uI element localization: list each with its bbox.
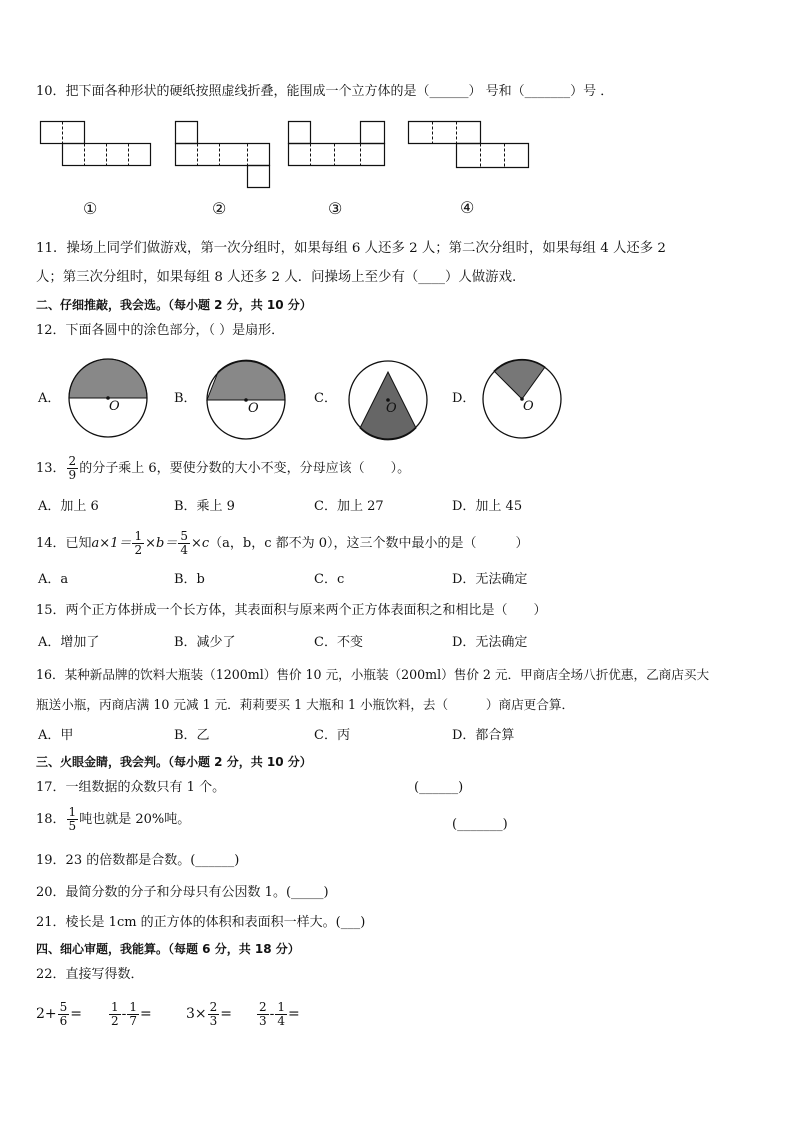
q22-e1-den: 6 [59, 1013, 68, 1028]
q11-line1: 11．操场上同学们做游戏，第一次分组时，如果每组 6 人还多 2 人；第二次分组时，如果每组 4 人还多 2 [36, 241, 666, 256]
q14-five-fraction [178, 530, 190, 557]
q15-option-b: B．减少了 [174, 635, 236, 650]
q22-e2-d2: 7 [129, 1013, 138, 1028]
q14-option-a: A．a [38, 572, 69, 587]
q22-e2-post: = [140, 1006, 152, 1022]
q10-text: 10．把下面各种形状的硬纸按照虚线折叠，能围成一个立方体的是（______） 号和（_______）号 ． [36, 84, 614, 99]
q22-e3-den: 3 [209, 1013, 218, 1028]
q15-option-a: A．增加了 [38, 635, 100, 650]
circle-figure-a [68, 358, 148, 438]
q14-prefix: 14．已知 [36, 536, 92, 551]
q16-option-b: B．乙 [174, 728, 210, 743]
q14-text: （a，b，c 都不为 0），这三个数中最小的是（ ） [209, 536, 529, 551]
section-2-heading: 二、仔细推敲，我会选。（每小题 2 分，共 10 分） [36, 298, 312, 312]
q22-e3-post: = [220, 1006, 233, 1022]
q22-e2-d1: 2 [111, 1013, 119, 1028]
q22-e2-n1: 1 [111, 999, 119, 1014]
q22-e4-op: - [269, 1006, 275, 1022]
q11-line2: 人；第三次分组时，如果每组 8 人还多 2 人．问操场上至少有（____）人做游戏. [36, 270, 517, 285]
q18-frac-den: 5 [68, 819, 77, 833]
q16-line1: 16．某种新品牌的饮料大瓶装（1200ml）售价 10 元，小瓶装（200ml）售价 2 元．甲商店全场八折优惠，乙商店买大 [36, 667, 710, 682]
q22-expr-3 [186, 996, 232, 1032]
q18-frac-num: 1 [68, 805, 77, 819]
q14-five-den: 4 [180, 543, 188, 557]
q13-text: 的分子乘上 6，要使分数的大小不变，分母应该（ ）。 [79, 461, 411, 476]
q22-e4-n2: 1 [277, 999, 286, 1014]
q14-five-num: 5 [180, 529, 188, 543]
q18-line [36, 803, 190, 837]
q18-fraction [67, 806, 79, 833]
q12-text: 12．下面各圆中的涂色部分，（ ）是扇形． [36, 323, 285, 338]
q17-answer-blank[interactable]: (______) [414, 780, 464, 795]
q22-e4-d1: 3 [259, 1013, 267, 1028]
q22-e4-fraction-2 [275, 1001, 287, 1028]
q14-eq-a: a×1＝ [91, 536, 132, 551]
q13-option-b: B．乘上 9 [174, 499, 235, 514]
q13-option-c: C．加上 27 [314, 499, 384, 514]
q22-e4-d2: 4 [277, 1013, 286, 1028]
q22-text: 22．直接写得数． [36, 967, 144, 982]
q14-half-num: 1 [134, 529, 143, 543]
q22-expr-2 [108, 996, 152, 1032]
q16-line2: 瓶送小瓶，丙商店满 10 元减 1 元．莉莉要买 1 大瓶和 1 小瓶饮料，去（ ）商店更合算． [36, 697, 575, 712]
q15-option-c: C．不变 [314, 635, 363, 650]
q19-text: 19．23 的倍数都是合数。(______) [36, 853, 240, 868]
q22-e3-pre: 3× [186, 1006, 207, 1022]
q22-e1-num: 5 [59, 999, 68, 1014]
q14-half-fraction [132, 530, 144, 557]
net-label-2: ② [212, 199, 227, 218]
q20-text: 20．最简分数的分子和分母只有公因数 1。(_____) [36, 885, 329, 900]
q22-e4-n1: 2 [259, 999, 267, 1014]
q13-prefix: 13． [36, 461, 66, 476]
q16-option-d: D．都合算 [452, 728, 515, 743]
q12-option-b: B． [174, 391, 197, 406]
circle-figure-d [482, 359, 562, 439]
q22-e4-fraction-1 [257, 1001, 269, 1028]
q12-option-c: C． [314, 391, 337, 406]
q13-option-d: D．加上 45 [452, 499, 523, 514]
q12-option-d: D． [452, 391, 476, 406]
q15-text: 15．两个正方体拼成一个长方体，其表面积与原来两个正方体表面积之和相比是（ ） [36, 603, 547, 618]
q15-option-d: D．无法确定 [452, 635, 528, 650]
q22-e2-n2: 1 [129, 999, 138, 1014]
q22-e3-fraction [208, 1001, 220, 1028]
q22-expr-1 [36, 996, 82, 1032]
net-label-1: ① [83, 199, 98, 218]
q21-text: 21．棱长是 1cm 的正方体的体积和表面积一样大。(___) [36, 915, 366, 930]
q22-e3-num: 2 [209, 999, 218, 1014]
q18-text: 吨也就是 20%吨。 [79, 812, 191, 827]
net-figure-4 [408, 121, 530, 169]
q14-eq-c: ×c [190, 536, 210, 551]
net-figure-1 [40, 121, 152, 167]
q22-e1-post: = [70, 1006, 83, 1022]
q17-text: 17．一组数据的众数只有 1 个。 [36, 780, 226, 795]
q16-option-a: A．甲 [38, 728, 74, 743]
q13-fraction [67, 455, 79, 482]
q22-e2-fraction-2 [127, 1001, 139, 1028]
q13-frac-num: 2 [68, 454, 77, 468]
section-4-heading: 四、细心审题，我能算。（每题 6 分，共 18 分） [36, 942, 300, 956]
q22-e4-post: = [288, 1006, 300, 1022]
center-label-d: O [523, 399, 534, 414]
q14-eq-b: ×b＝ [145, 536, 178, 551]
q14-option-b: B．b [174, 572, 205, 587]
q13-line [36, 455, 410, 483]
q13-option-a: A．加上 6 [38, 499, 99, 514]
q14-half-den: 2 [134, 543, 143, 557]
net-label-4: ④ [460, 198, 475, 217]
q14-line [36, 530, 529, 558]
net-figure-2 [175, 121, 271, 189]
center-label-b: O [248, 401, 259, 416]
net-label-3: ③ [328, 199, 343, 218]
circle-figure-b [206, 360, 286, 440]
q14-option-d: D．无法确定 [452, 572, 528, 587]
q22-expr-4 [256, 996, 300, 1032]
q18-prefix: 18． [36, 812, 66, 827]
q22-e2-fraction-1 [109, 1001, 121, 1028]
section-3-heading: 三、火眼金睛，我会判。（每小题 2 分，共 10 分） [36, 755, 312, 769]
q22-e1-fraction [58, 1001, 70, 1028]
q18-answer-blank[interactable]: (_______) [452, 817, 508, 832]
q22-e2-op: - [121, 1006, 127, 1022]
q12-option-a: A． [38, 391, 61, 406]
q22-e1-pre: 2+ [36, 1006, 57, 1022]
center-label-a: O [109, 399, 120, 414]
q16-option-c: C．丙 [314, 728, 350, 743]
q13-frac-den: 9 [68, 468, 77, 482]
q14-option-c: C．c [314, 572, 345, 587]
center-label-c: O [386, 401, 397, 416]
net-figure-3 [288, 121, 386, 167]
